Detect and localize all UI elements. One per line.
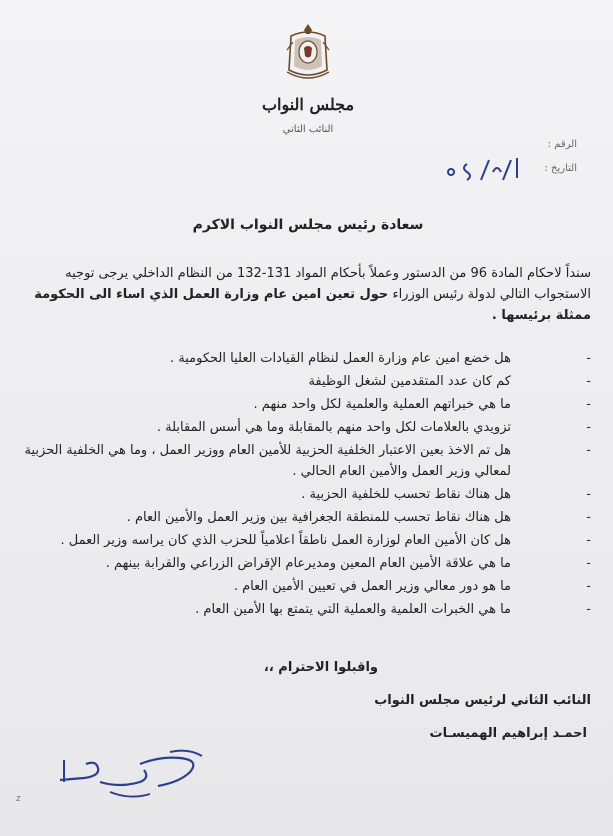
reference-label: الرقم : xyxy=(547,139,577,150)
list-item: - هل خضع امين عام وزارة العمل لنظام القيادات العليا الحكومية . xyxy=(11,348,591,369)
signer-title: النائب الثاني لرئيس مجلس النواب xyxy=(374,693,591,708)
intro-paragraph xyxy=(21,263,591,326)
coat-of-arms-icon xyxy=(283,22,333,84)
intro-emphasis: حول تعين امين عام وزارة العمل الذي اساء الى الحكومة ممثلة برئيسها . xyxy=(34,287,591,323)
list-item: - هل هناك نقاط تحسب للمنطقة الجغرافية بين وزير العمل والأمين العام . xyxy=(11,507,591,528)
intro-text: سنداً لاحكام المادة 96 من الدستور وعملاً بأحكام المواد 131-132 من النظام الداخلي يرجى توجيه الاستجواب التالي لدولة رئيس الوزراء xyxy=(65,266,591,302)
list-item: - ما هي الخبرات العلمية والعملية التي يتمتع بها الأمين العام . xyxy=(11,599,591,620)
closing-line: واقبلوا الاحترام ،، xyxy=(263,660,378,675)
handwritten-date xyxy=(437,150,527,190)
list-item: - هل تم الاخذ بعين الاعتبار الخلفية الحزبية للأمين العام ووزير العمل ، وما هي الخلفية الحزبية لمعالي وزير العمل والأمين العام الحالي . xyxy=(11,440,591,482)
page-mark: z xyxy=(16,794,21,804)
list-item: - كم كان عدد المتقدمين لشغل الوظيفة xyxy=(11,371,591,392)
list-item: - هل كان الأمين العام لوزارة العمل ناطقاً اعلامياً للحزب الذي كان يراسه وزير العمل . xyxy=(11,530,591,551)
list-item: - ما هي علاقة الأمين العام المعين ومديرعام الإقراض الزراعي والقرابة بينهم . xyxy=(11,553,591,574)
list-item: - ما هي خبراتهم العملية والعلمية لكل واحد منهم . xyxy=(11,394,591,415)
list-item: - تزويدي بالعلامات لكل واحد منهم بالمقابلة وما هي أسس المقابلة . xyxy=(11,417,591,438)
signature-icon xyxy=(40,742,220,802)
list-item: - هل هناك نقاط تحسب للخلفية الحزبية . xyxy=(11,484,591,505)
deputy-label: النائب الثاني xyxy=(282,124,334,135)
signer-name: احمـد إبراهيم الهميسـات xyxy=(429,726,587,741)
list-item: - ما هو دور معالي وزير العمل في تعيين الأمين العام . xyxy=(11,576,591,597)
question-list xyxy=(11,348,591,622)
date-label: التاريخ : xyxy=(544,163,577,174)
council-name: مجلس النواب xyxy=(261,95,355,114)
addressee: سعادة رئيس مجلس النواب الاكرم xyxy=(192,217,424,233)
